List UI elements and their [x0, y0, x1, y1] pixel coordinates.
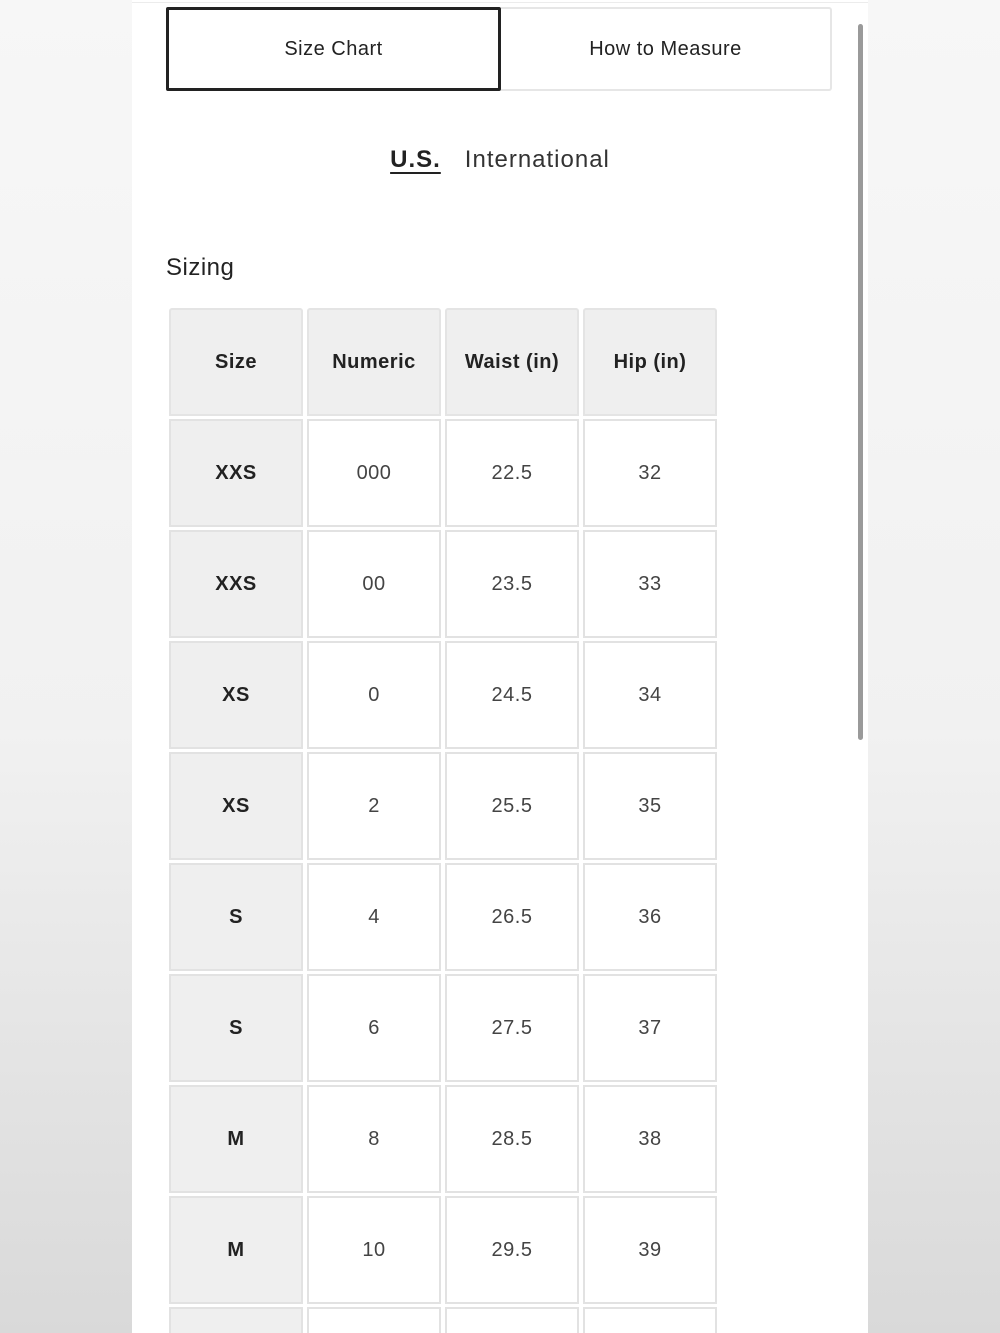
table-row	[169, 530, 717, 638]
size-cell: XS	[169, 641, 303, 749]
numeric-cell	[307, 1307, 441, 1333]
table-row	[169, 1196, 717, 1304]
size-cell: XXS	[169, 530, 303, 638]
waist-cell: 22.5	[445, 419, 579, 527]
table-row	[169, 752, 717, 860]
backdrop-right	[868, 0, 1000, 1333]
size-cell: M	[169, 1085, 303, 1193]
waist-cell	[445, 1307, 579, 1333]
size-cell: S	[169, 863, 303, 971]
waist-cell: 29.5	[445, 1196, 579, 1304]
hip-cell: 38	[583, 1085, 717, 1193]
hip-cell: 35	[583, 752, 717, 860]
header-size: Size	[169, 308, 303, 416]
table-header-row	[169, 308, 717, 416]
size-cell	[169, 1307, 303, 1333]
size-cell: XS	[169, 752, 303, 860]
hip-cell: 37	[583, 974, 717, 1082]
waist-cell: 25.5	[445, 752, 579, 860]
numeric-cell: 8	[307, 1085, 441, 1193]
unit-international-link[interactable]: International	[464, 146, 610, 173]
top-divider	[132, 2, 868, 3]
waist-cell: 28.5	[445, 1085, 579, 1193]
table-row	[169, 974, 717, 1082]
numeric-cell: 10	[307, 1196, 441, 1304]
tab-size-chart[interactable]: Size Chart	[166, 7, 501, 91]
waist-cell: 26.5	[445, 863, 579, 971]
hip-cell	[583, 1307, 717, 1333]
table-row	[169, 1085, 717, 1193]
waist-cell: 24.5	[445, 641, 579, 749]
table-row	[169, 863, 717, 971]
waist-cell: 27.5	[445, 974, 579, 1082]
unit-us-link[interactable]: U.S.	[390, 146, 441, 173]
waist-cell: 23.5	[445, 530, 579, 638]
header-numeric: Numeric	[307, 308, 441, 416]
scrollbar-thumb[interactable]	[858, 24, 863, 740]
table-row-partial	[169, 1307, 717, 1333]
table-row	[169, 419, 717, 527]
hip-cell: 34	[583, 641, 717, 749]
size-cell: XXS	[169, 419, 303, 527]
backdrop-left	[0, 0, 132, 1333]
table-row	[169, 641, 717, 749]
hip-cell: 33	[583, 530, 717, 638]
hip-cell: 36	[583, 863, 717, 971]
hip-cell: 32	[583, 419, 717, 527]
numeric-cell: 000	[307, 419, 441, 527]
numeric-cell: 00	[307, 530, 441, 638]
size-cell: M	[169, 1196, 303, 1304]
size-guide-panel	[132, 0, 868, 1333]
numeric-cell: 0	[307, 641, 441, 749]
hip-cell: 39	[583, 1196, 717, 1304]
unit-toggle	[132, 140, 868, 180]
numeric-cell: 6	[307, 974, 441, 1082]
header-hip: Hip (in)	[583, 308, 717, 416]
tab-how-to-measure[interactable]: How to Measure	[501, 7, 832, 91]
sizing-table	[165, 305, 721, 1333]
size-cell: S	[169, 974, 303, 1082]
sizing-heading: Sizing	[166, 254, 235, 281]
numeric-cell: 2	[307, 752, 441, 860]
numeric-cell: 4	[307, 863, 441, 971]
size-guide-tabs	[166, 7, 832, 91]
header-waist: Waist (in)	[445, 308, 579, 416]
